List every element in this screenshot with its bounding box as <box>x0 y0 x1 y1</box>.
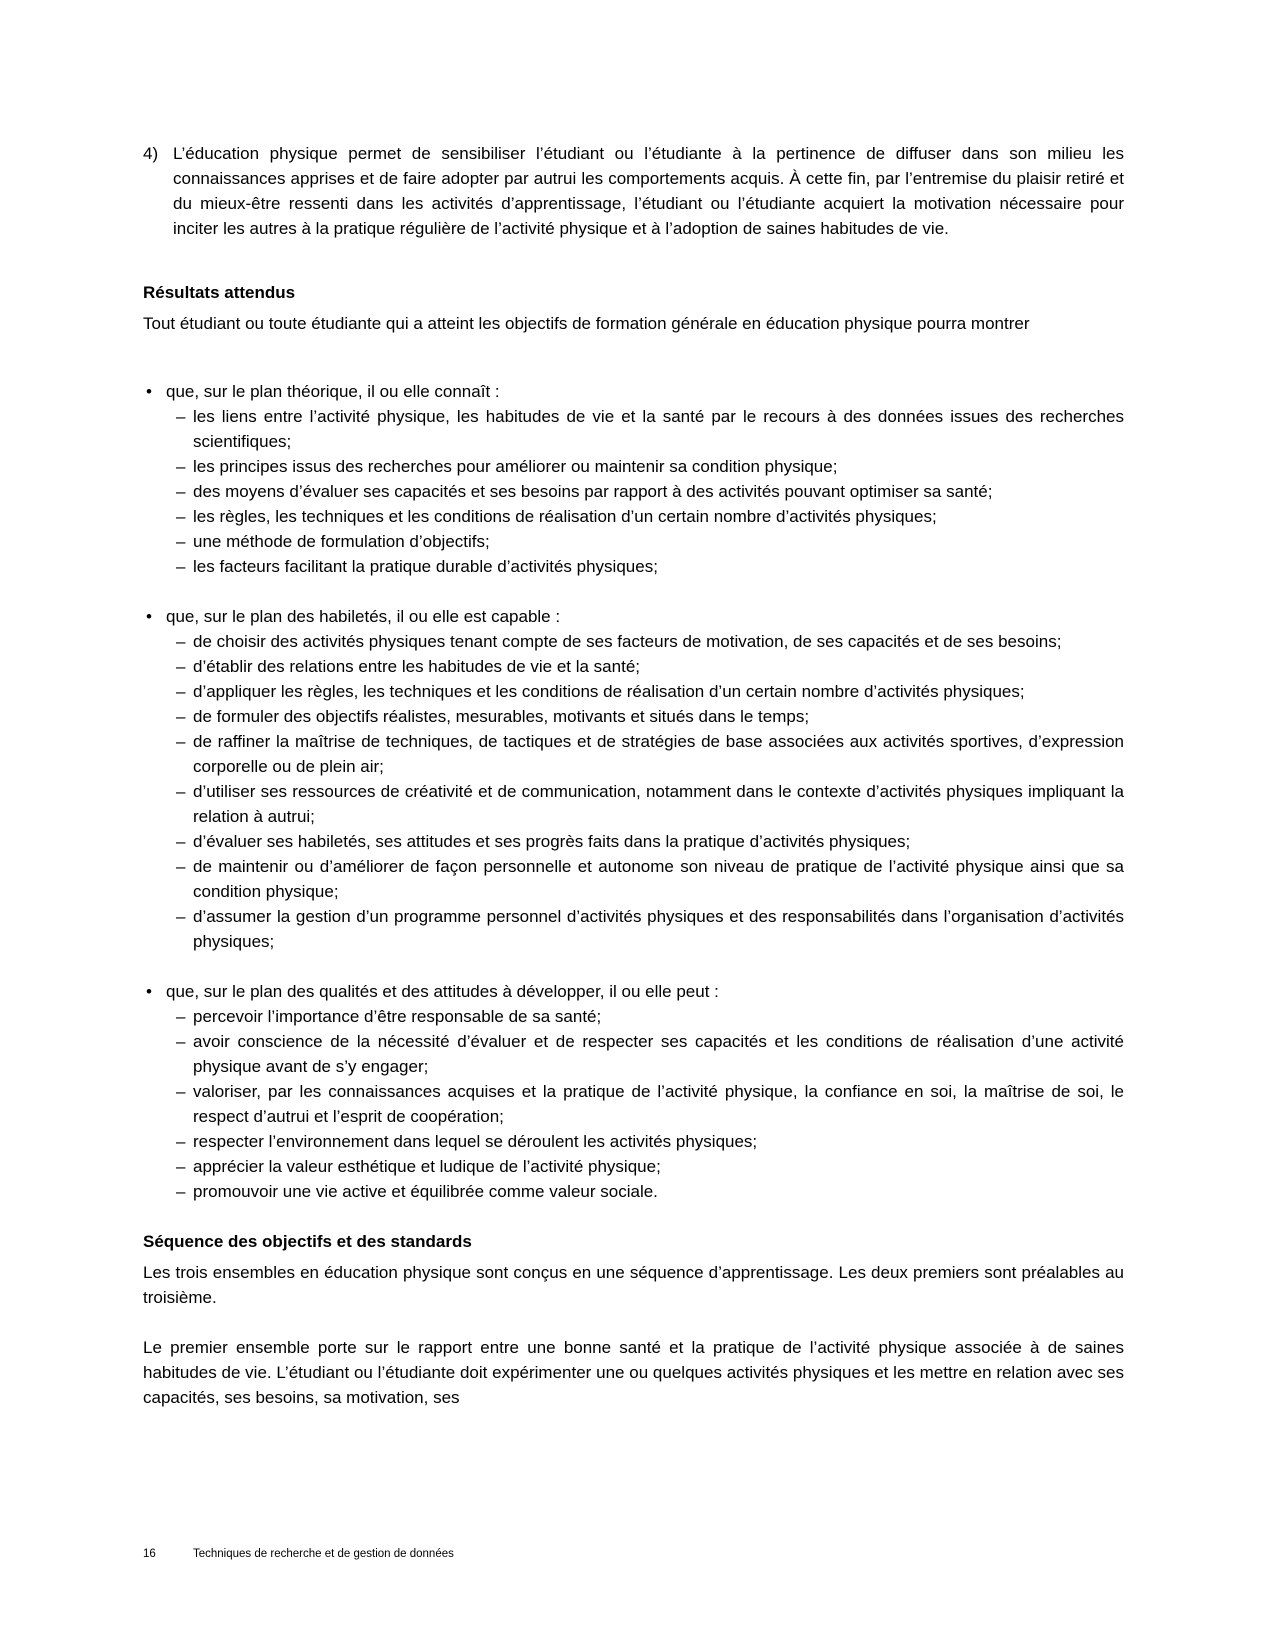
bullet-lead <box>143 379 1124 404</box>
dash-marker: – <box>176 782 186 801</box>
bullet-group <box>143 604 1124 954</box>
dash-item <box>143 554 1124 579</box>
bullet-groups <box>143 379 1124 1204</box>
dash-item <box>143 1129 1124 1154</box>
dash-item-text: respecter l’environnement dans lequel se déroulent les activités physiques; <box>193 1132 758 1151</box>
dash-item-text: percevoir l’importance d’être responsable de sa santé; <box>193 1007 602 1026</box>
dash-item <box>143 504 1124 529</box>
dash-marker: – <box>176 1157 186 1176</box>
dash-item <box>143 1004 1124 1029</box>
dash-marker: – <box>176 557 186 576</box>
dash-marker: – <box>176 732 186 751</box>
heading-sequence-objectifs: Séquence des objectifs et des standards <box>143 1232 472 1251</box>
dash-item-text: d’établir des relations entre les habitudes de vie et la santé; <box>193 657 640 676</box>
dash-item-text: de choisir des activités physiques tenant compte de ses facteurs de motivation, de ses capacités et de ses besoins; <box>193 632 1062 651</box>
dash-marker: – <box>176 857 186 876</box>
dash-item <box>143 829 1124 854</box>
dash-marker: – <box>176 407 186 426</box>
dash-marker: – <box>176 482 186 501</box>
dash-item <box>143 454 1124 479</box>
dash-item <box>143 779 1124 829</box>
numbered-paragraph-4 <box>143 141 1124 241</box>
dash-item-text: avoir conscience de la nécessité d’évaluer et de respecter ses capacités et les conditions de réalisation d’une activité physique avant de s’y engager; <box>193 1032 1124 1076</box>
dash-marker: – <box>176 1032 186 1051</box>
dash-marker: – <box>176 907 186 926</box>
dash-marker: – <box>176 1132 186 1151</box>
bullet-lead <box>143 604 1124 629</box>
dash-item-text: promouvoir une vie active et équilibrée comme valeur sociale. <box>193 1182 658 1201</box>
dash-marker: – <box>176 507 186 526</box>
resultats-intro-paragraph: Tout étudiant ou toute étudiante qui a atteint les objectifs de formation générale en éducation physique pourra montrer <box>143 314 1030 333</box>
dash-item <box>143 704 1124 729</box>
document-content <box>143 141 1124 1410</box>
dash-item-text: les principes issus des recherches pour améliorer ou maintenir sa condition physique; <box>193 457 838 476</box>
dash-item <box>143 479 1124 504</box>
dash-marker: – <box>176 532 186 551</box>
sequence-paragraph-2: Le premier ensemble porte sur le rapport entre une bonne santé et la pratique de l’activité physique associée à de saines habitudes de vie. L’étudiant ou l’étudiante doit expérimenter une ou quelques activités physiques et les mettre en relation avec ses capacités, ses besoins, sa motivation, ses <box>143 1338 1124 1407</box>
dash-item-text: des moyens d’évaluer ses capacités et ses besoins par rapport à des activités pouvant optimiser sa santé; <box>193 482 993 501</box>
item-number: 4) <box>143 144 159 163</box>
bullet-lead-text: que, sur le plan des habiletés, il ou elle est capable : <box>166 607 561 626</box>
dash-marker: – <box>176 682 186 701</box>
dash-item <box>143 679 1124 704</box>
bullet-lead-text: que, sur le plan théorique, il ou elle connaît : <box>166 382 500 401</box>
dash-item-text: les règles, les techniques et les conditions de réalisation d’un certain nombre d’activités physiques; <box>193 507 937 526</box>
dash-item-text: une méthode de formulation d’objectifs; <box>193 532 490 551</box>
bullet-marker: • <box>146 607 152 626</box>
dash-item <box>143 529 1124 554</box>
dash-item <box>143 854 1124 904</box>
item-text: L’éducation physique permet de sensibiliser l’étudiant ou l’étudiante à la pertinence de diffuser dans son milieu les connaissances apprises et de faire adopter par autrui les comportements acquis. À cette fin, par l’entremise du plaisir retiré et du mieux-être ressenti dans les activités d’apprentissage, l’étudiant ou l’étudiante acquiert la motivation nécessaire pour inciter les autres à la pratique régulière de l’activité physique et à l’adoption de saines habitudes de vie. <box>173 144 1124 238</box>
dash-marker: – <box>176 1082 186 1101</box>
dash-marker: – <box>176 632 186 651</box>
dash-item-text: valoriser, par les connaissances acquises et la pratique de l’activité physique, la confiance en soi, la maîtrise de soi, le respect d’autrui et l’esprit de coopération; <box>193 1082 1124 1126</box>
dash-item <box>143 729 1124 779</box>
footer-page-number: 16 <box>143 1548 156 1560</box>
dash-item <box>143 629 1124 654</box>
heading-resultats-attendus: Résultats attendus <box>143 283 296 302</box>
dash-item <box>143 404 1124 454</box>
dash-marker: – <box>176 1182 186 1201</box>
dash-item <box>143 1154 1124 1179</box>
dash-item <box>143 904 1124 954</box>
dash-item-text: les facteurs facilitant la pratique durable d’activités physiques; <box>193 557 658 576</box>
dash-item-text: de formuler des objectifs réalistes, mesurables, motivants et situés dans le temps; <box>193 707 810 726</box>
bullet-marker: • <box>146 982 152 1001</box>
dash-marker: – <box>176 1007 186 1026</box>
sequence-paragraph-1: Les trois ensembles en éducation physique sont conçus en une séquence d’apprentissage. Les deux premiers sont préalables au troisième. <box>143 1263 1124 1307</box>
bullet-group <box>143 379 1124 579</box>
bullet-lead <box>143 979 1124 1004</box>
footer-document-title: Techniques de recherche et de gestion de données <box>193 1548 454 1560</box>
dash-item-text: d’appliquer les règles, les techniques et les conditions de réalisation d’un certain nombre d’activités physiques; <box>193 682 1025 701</box>
bullet-lead-text: que, sur le plan des qualités et des attitudes à développer, il ou elle peut : <box>166 982 719 1001</box>
dash-item-text: apprécier la valeur esthétique et ludique de l’activité physique; <box>193 1157 661 1176</box>
dash-item-text: de raffiner la maîtrise de techniques, de tactiques et de stratégies de base associées aux activités sportives, d’expression corporelle ou de plein air; <box>193 732 1124 776</box>
bullet-group <box>143 979 1124 1204</box>
dash-item <box>143 1179 1124 1204</box>
dash-item-text: les liens entre l’activité physique, les habitudes de vie et la santé par le recours à des données issues des recherches scientifiques; <box>193 407 1124 451</box>
bullet-marker: • <box>146 382 152 401</box>
dash-marker: – <box>176 657 186 676</box>
dash-item-text: de maintenir ou d’améliorer de façon personnelle et autonome son niveau de pratique de l’activité physique ainsi que sa condition physique; <box>193 857 1124 901</box>
page-footer <box>143 1547 454 1561</box>
dash-marker: – <box>176 457 186 476</box>
dash-item <box>143 1029 1124 1079</box>
dash-marker: – <box>176 832 186 851</box>
dash-marker: – <box>176 707 186 726</box>
dash-item <box>143 654 1124 679</box>
dash-item <box>143 1079 1124 1129</box>
dash-item-text: d’assumer la gestion d’un programme personnel d’activités physiques et des responsabilités dans l’organisation d’activités physiques; <box>193 907 1124 951</box>
dash-item-text: d’évaluer ses habiletés, ses attitudes et ses progrès faits dans la pratique d’activités physiques; <box>193 832 911 851</box>
dash-item-text: d’utiliser ses ressources de créativité et de communication, notamment dans le contexte d’activités physiques impliquant la relation à autrui; <box>193 782 1124 826</box>
